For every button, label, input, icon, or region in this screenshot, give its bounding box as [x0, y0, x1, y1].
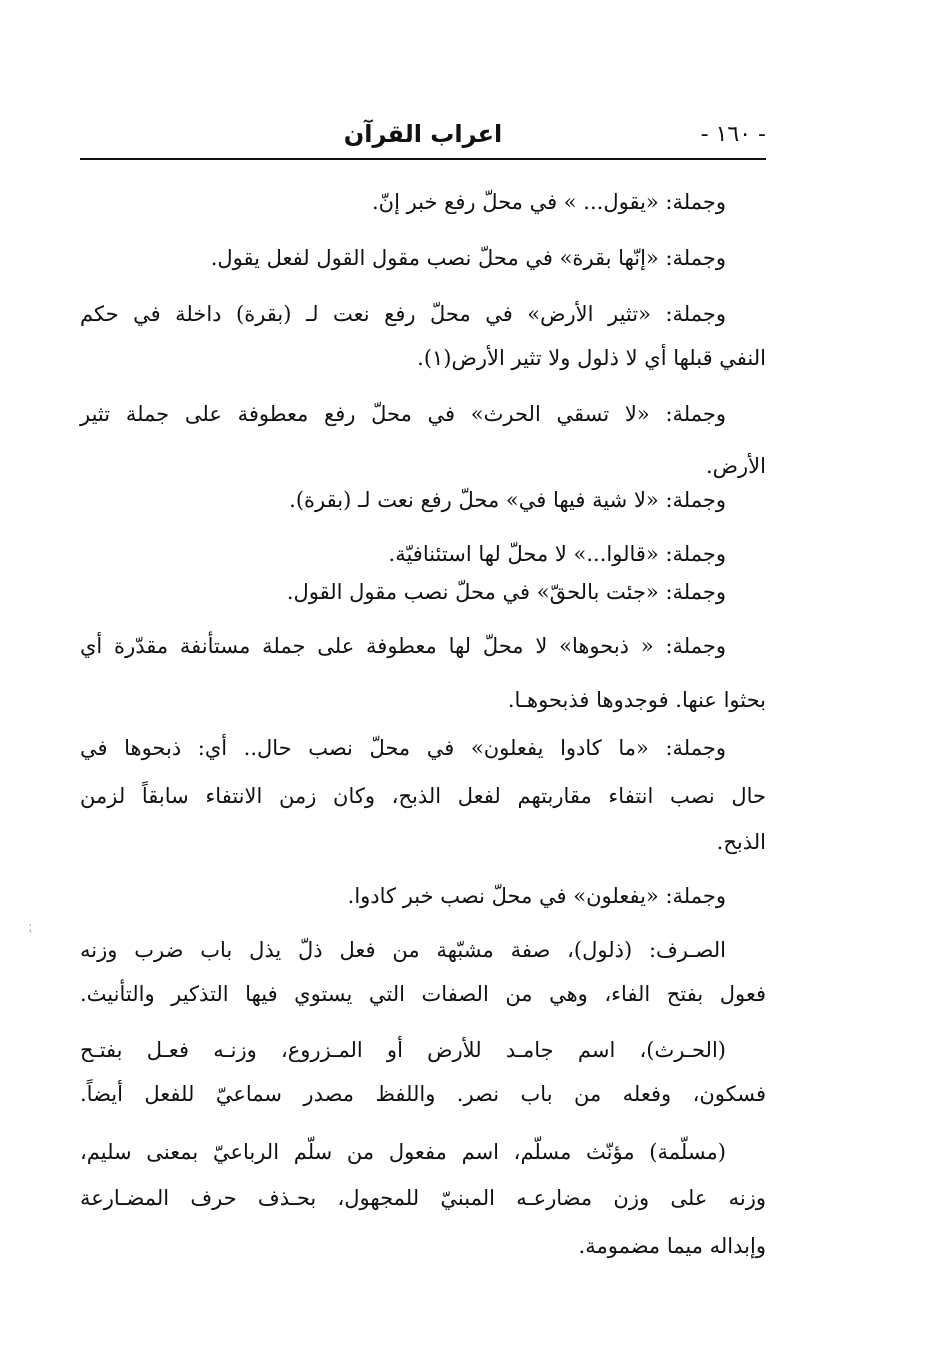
- text-line: وجملة: «إنّها بقرة» في محلّ نصب مقول القول لفعل يقول.: [210, 246, 726, 270]
- text-line: النفي قبلها أي لا ذلول ولا تثير الأرض(١).: [417, 346, 766, 370]
- text-line: وجملة: «تثير الأرض» في محلّ رفع نعت لـ (بقرة) داخلة في حكم: [80, 302, 726, 326]
- text-line: وجملة: «يقول... » في محلّ رفع خبر إنّ.: [371, 190, 726, 214]
- text-line: الذبح.: [716, 830, 766, 854]
- text-line: وجملة: «يفعلون» في محلّ نصب خبر كادوا.: [347, 884, 726, 908]
- text-line: فعول بفتح الفاء، وهي من الصفات التي يستوي فيها التذكير والتأنيث.: [80, 982, 766, 1006]
- running-title: اعراب القرآن: [343, 120, 503, 148]
- scan-mark: ⁏: [28, 920, 33, 934]
- text-line: وجملة: «لا شية فيها في» محلّ رفع نعت لـ (بقرة).: [289, 488, 726, 512]
- text-line: (مسلّمة) مؤنّث مسلّم، اسم مفعول من سلّم الرباعيّ بمعنى سليم،: [80, 1140, 726, 1164]
- text-line: بحثوا عنها. فوجدوها فذبحوهـا.: [507, 688, 766, 712]
- text-line: حال نصب انتفاء مقاربتهم لفعل الذبح، وكان زمن الانتفاء سابقاً لزمن: [80, 784, 766, 808]
- text-line: وجملة: «ما كادوا يفعلون» في محلّ نصب حال.. أي: ذبحوها في: [80, 736, 726, 760]
- text-line: وزنه على وزن مضارعـه المبنيّ للمجهول، بحـذف حرف المضـارعة: [80, 1186, 766, 1210]
- text-line: وجملة: «جئت بالحقّ» في محلّ نصب مقول القول.: [286, 580, 726, 604]
- text-line: الأرض.: [705, 454, 766, 478]
- text-line: الصـرف: (ذلول)، صفة مشبّهة من فعل ذلّ يذل باب ضرب وزنه: [80, 938, 726, 962]
- text-line: وجملة: «لا تسقي الحرث» في محلّ رفع معطوفة على جملة تثير: [80, 402, 726, 426]
- text-line: فسكون، وفعله من باب نصر. واللفظ مصدر سماعيّ للفعل أيضاً.: [80, 1082, 766, 1106]
- page-number: - ١٦٠ -: [700, 122, 766, 147]
- page-body: [80, 0, 766, 1360]
- text-line: (الحـرث)، اسم جامـد للأرض أو المـزروع، وزنـه فعـل بفتـح: [80, 1038, 726, 1062]
- text-line: وجملة: «قالوا...» لا محلّ لها استئنافيّة.: [388, 542, 726, 566]
- text-line: وإبداله ميما مضمومة.: [578, 1234, 766, 1258]
- text-line: وجملة: « ذبحوها» لا محلّ لها معطوفة على جملة مستأنفة مقدّرة أي: [80, 634, 726, 658]
